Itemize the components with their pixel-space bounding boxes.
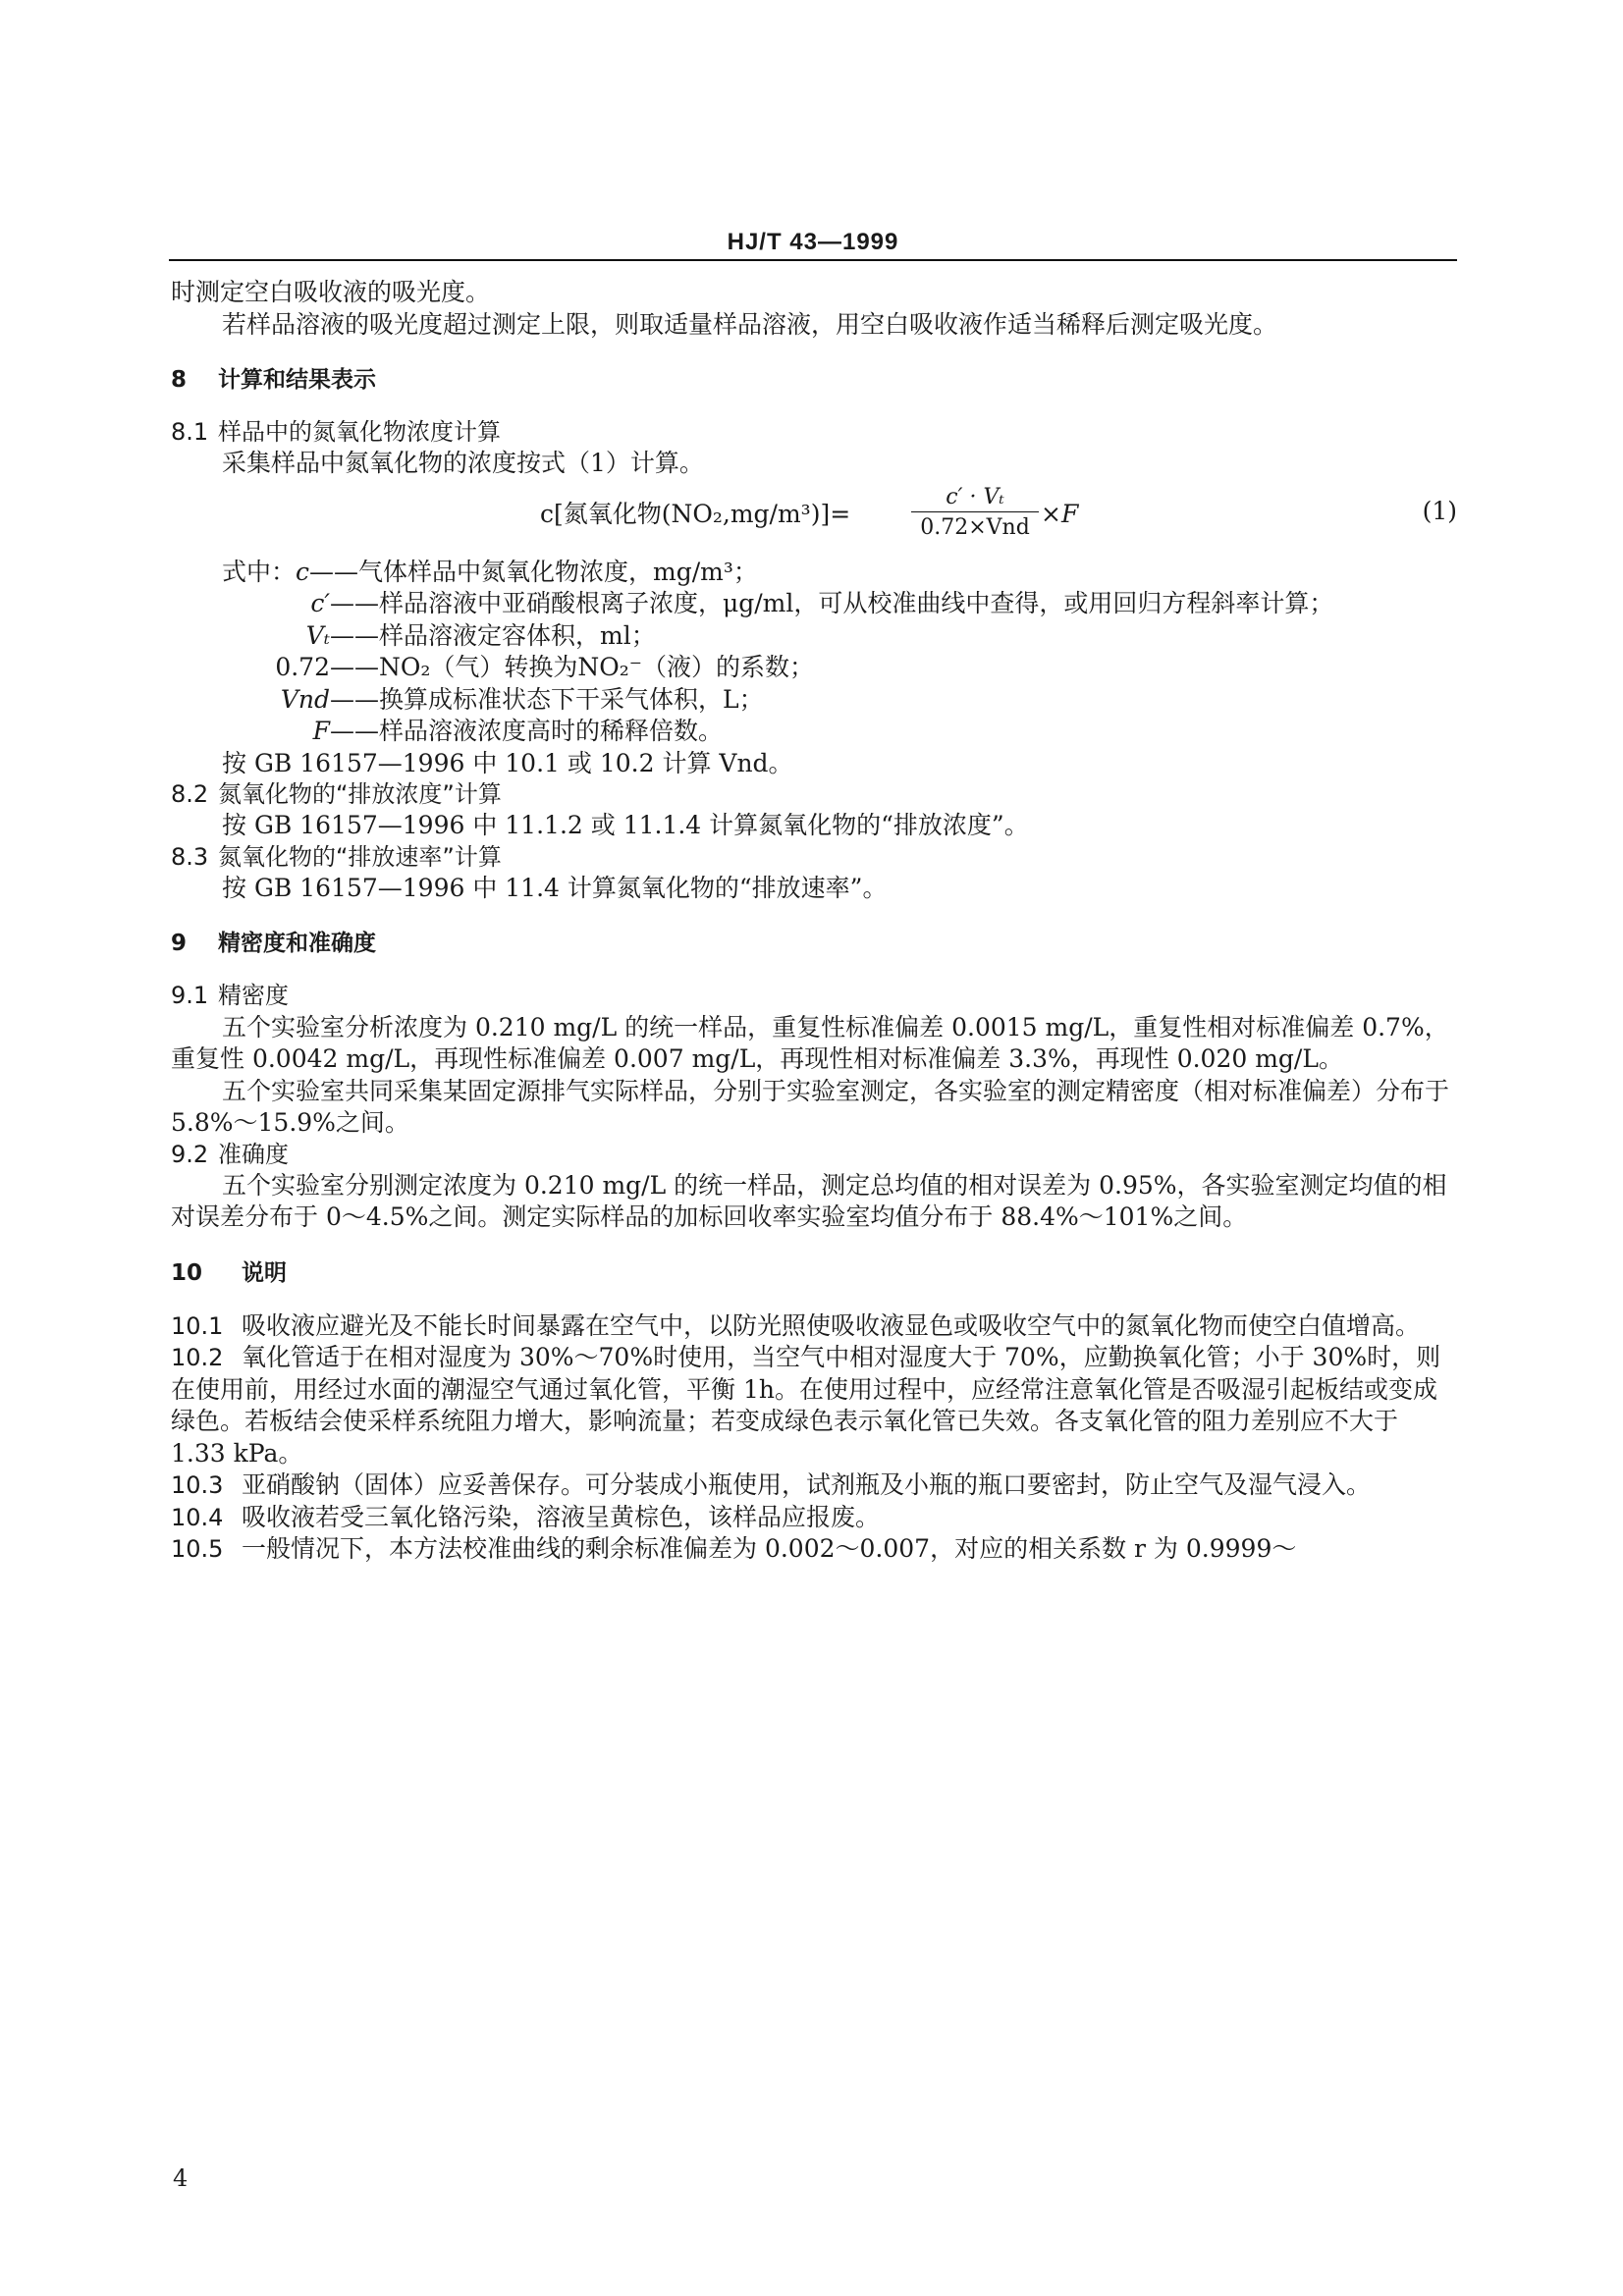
definition-row: c′——样品溶液中亚硝酸根离子浓度，μg/ml，可从校准曲线中查得，或用回归方程斜率计算； — [310, 589, 1334, 618]
paragraph: 按 GB 16157—1996 中 10.1 或 10.2 计算 Vnd。 — [222, 748, 793, 777]
definition-row: Vₜ——样品溶液定容体积，ml； — [305, 620, 656, 650]
subsection-heading-8-2: 8.2 氮氧化物的“排放浓度”计算 — [171, 780, 502, 809]
definition-row: F——样品溶液浓度高时的稀释倍数。 — [312, 717, 724, 746]
formula-numerator: c′ · Vₜ — [946, 484, 1004, 509]
formula-lhs: c[氮氧化物(NO₂,mg/m³)]= — [540, 499, 851, 528]
paragraph: 时测定空白吸收液的吸光度。 — [171, 278, 491, 306]
formula-1 — [171, 484, 1459, 553]
defs-lead: 式中： — [222, 557, 297, 586]
note-item-10-3: 10.3 亚硝酸钠（固体）应妥善保存。可分装成小瓶使用，试剂瓶及小瓶的瓶口要密封，防止空气及湿气浸入。 — [171, 1470, 1372, 1500]
note-item-10-4: 10.4 吸收液若受三氧化铬污染，溶液呈黄棕色，该样品应报废。 — [171, 1502, 881, 1531]
section-heading-10: 10 说明 — [171, 1259, 287, 1286]
definition-row: Vnd——换算成标准状态下干采气体积，L； — [280, 684, 764, 714]
paragraph: 五个实验室分别测定浓度为 0.210 mg/L 的统一样品，测定总均值的相对误差为 0.95%，各实验室测定均值的相对误差分布于 0～4.5%之间。测定实际样品的加标回收率实验室均值分布于 88.4%～101%之间。 — [171, 1170, 1447, 1232]
standard-code: HJ/T 43—1999 — [727, 228, 899, 255]
definition-row: 0.72——NO₂（气）转换为NO₂⁻（液）的系数； — [275, 653, 814, 682]
symbol-definitions — [171, 557, 1459, 748]
subsection-heading-9-1: 9.1 精密度 — [171, 982, 289, 1010]
document-body — [171, 277, 1459, 1566]
paragraph: 采集样品中氮氧化物的浓度按式（1）计算。 — [222, 449, 704, 478]
note-item-10-1: 10.1 吸收液应避光及不能长时间暴露在空气中，以防光照使吸收液显色或吸收空气中的氮氧化物而使空白值增高。 — [171, 1310, 1421, 1340]
subsection-heading-9-2: 9.2 准确度 — [171, 1140, 289, 1168]
definition-row: 式中：c——气体样品中氮氧化物浓度，mg/m³； — [222, 557, 758, 586]
paragraph: 五个实验室分析浓度为 0.210 mg/L 的统一样品，重复性标准偏差 0.0015 mg/L，重复性相对标准偏差 0.7%，重复性 0.0042 mg/L，再现性标准偏差 0.007 mg/L，再现性相对标准偏差 3.3%，再现性 0.020 mg/L。 — [171, 1012, 1449, 1074]
formula-denominator: 0.72×Vnd — [911, 511, 1039, 543]
subsection-heading-8-3: 8.3 氮氧化物的“排放速率”计算 — [171, 842, 502, 871]
paragraph: 若样品溶液的吸光度超过测定上限，则取适量样品溶液，用空白吸收液作适当稀释后测定吸光度。 — [222, 309, 1278, 339]
paragraph: 五个实验室共同采集某固定源排气实际样品，分别于实验室测定，各实验室的测定精密度（相对标准偏差）分布于 5.8%～15.9%之间。 — [171, 1076, 1450, 1138]
page-number: 4 — [173, 2164, 189, 2192]
equation-number: (1) — [1422, 496, 1457, 525]
paragraph: 按 GB 16157—1996 中 11.1.2 或 11.1.4 计算氮氧化物的“排放浓度”。 — [222, 811, 1029, 840]
subsection-heading-8-1: 8.1 样品中的氮氧化物浓度计算 — [171, 417, 501, 446]
section-heading-9: 9 精密度和准确度 — [171, 931, 376, 957]
formula-fraction — [911, 484, 1039, 543]
note-item-10-5: 10.5 一般情况下，本方法校准曲线的剩余标准偏差为 0.002～0.007，对应的相关系数 r 为 0.9999～ — [171, 1534, 1297, 1564]
formula-factor: ×F — [1041, 499, 1079, 528]
note-item-10-2: 10.2 氧化管适于在相对湿度为 30%～70%时使用，当空气中相对湿度大于 70%，应勤换氧化管；小于 30%时，则在使用前，用经过水面的潮湿空气通过氧化管，平衡 1h。在使用过程中，应经常注意氧化管是否吸湿引起板结或变成绿色。若板结会使采样系统阻力增大，影响流量；若变成绿色表示氧化管已失效。各支氧化管的阻力差别应不大于 1.33 kPa。 — [171, 1343, 1441, 1468]
page-header — [169, 224, 1457, 261]
paragraph: 按 GB 16157—1996 中 11.4 计算氮氧化物的“排放速率”。 — [222, 873, 888, 902]
section-heading-8: 8 计算和结果表示 — [171, 367, 376, 393]
